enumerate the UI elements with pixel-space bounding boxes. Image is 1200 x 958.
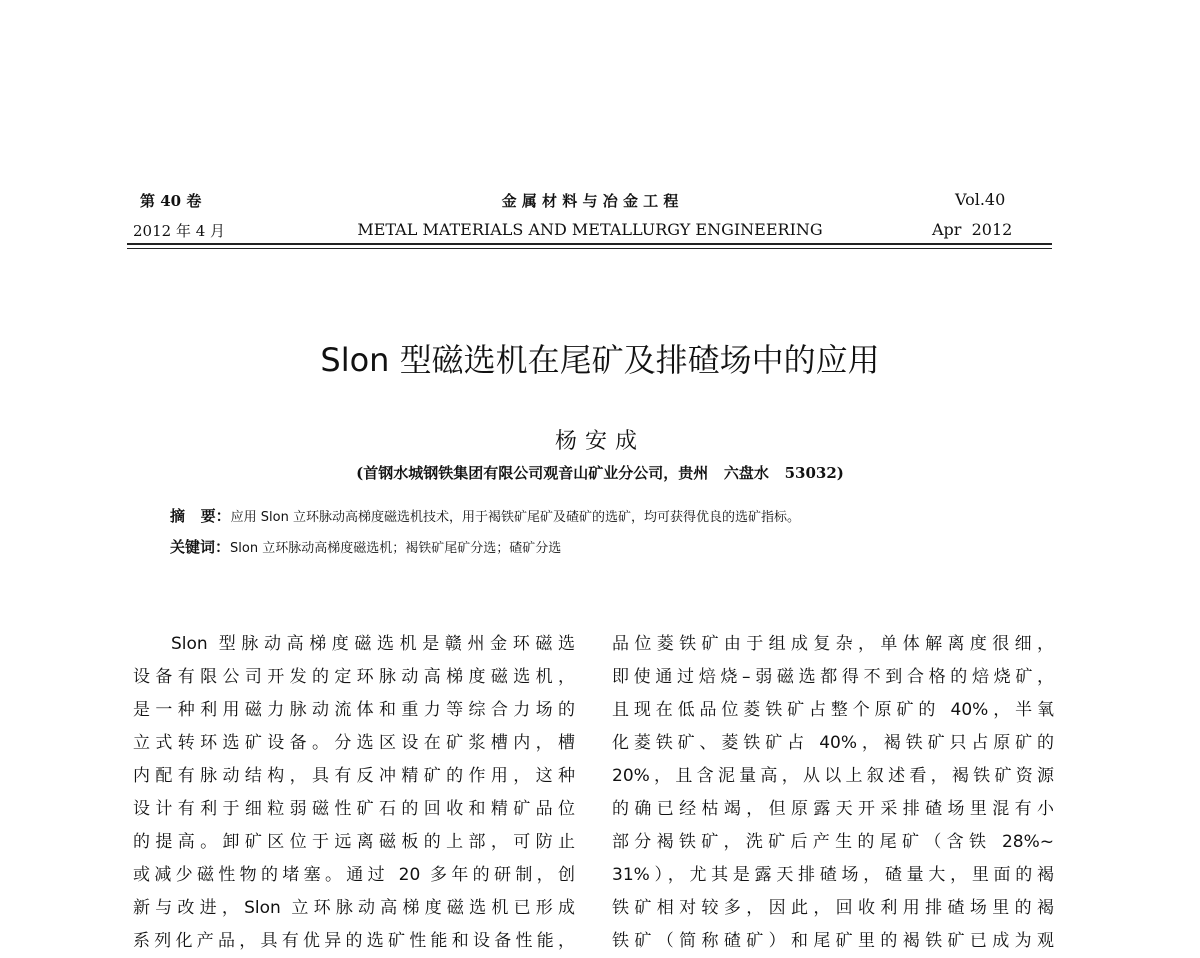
body-line: 的确已经枯竭，但原露天开采排碴场里混有小	[612, 799, 1054, 819]
body-line: 设备有限公司开发的定环脉动高梯度磁选机，	[133, 667, 575, 687]
body-line: 内配有脉动结构，具有反冲精矿的作用，这种	[133, 766, 575, 786]
date-en: Apr 2012	[932, 220, 1013, 239]
volume-cn: 第 40 卷	[140, 192, 202, 210]
journal-title-en: METAL MATERIALS AND METALLURGY ENGINEERING	[357, 220, 823, 239]
abstract-label: 摘 要：	[170, 507, 231, 525]
volume-en: Vol.40	[955, 190, 1006, 209]
keywords	[170, 536, 561, 557]
body-line: 铁矿相对较多，因此，回收利用排碴场里的褐	[612, 898, 1054, 918]
abstract	[170, 505, 800, 526]
body-right-column	[612, 628, 1054, 958]
body-line: 部分褐铁矿，洗矿后产生的尾矿（含铁 28%~	[612, 832, 1054, 852]
body-line: 或减少磁性物的堵塞。通过 20 多年的研制，创	[133, 865, 575, 885]
keywords-text: Slon 立环脉动高梯度磁选机；褐铁矿尾矿分选；碴矿分选	[230, 541, 562, 556]
body-left-column	[133, 628, 575, 958]
abstract-text: 应用 Slon 立环脉动高梯度磁选机技术，用于褐铁矿尾矿及碴矿的选矿，均可获得优良的选矿指标。	[230, 510, 800, 525]
body-line: 且现在低品位菱铁矿占整个原矿的 40%，半氧	[612, 700, 1054, 720]
body-line: 系列化产品，具有优异的选矿性能和设备性能，	[133, 931, 575, 951]
body-line: 31%），尤其是露天排碴场，碴量大，里面的褐	[612, 865, 1054, 885]
article-title: Slon 型磁选机在尾矿及排碴场中的应用	[320, 341, 880, 379]
body-line: Slon 型脉动高梯度磁选机是赣州金环磁选	[171, 634, 575, 654]
body-line: 立式转环选矿设备。分选区设在矿浆槽内，槽	[133, 733, 575, 753]
keywords-label: 关键词：	[170, 538, 231, 556]
header-rule-top	[127, 243, 1052, 245]
body-line: 设计有利于细粒弱磁性矿石的回收和精矿品位	[133, 799, 575, 819]
article-affiliation: (首钢水城钢铁集团有限公司观音山矿业分公司，贵州 六盘水 53032)	[356, 464, 844, 482]
body-line: 铁矿（简称碴矿）和尾矿里的褐铁矿已成为观	[612, 931, 1054, 951]
body-line: 20%，且含泥量高，从以上叙述看，褐铁矿资源	[612, 766, 1054, 786]
body-line: 化菱铁矿、菱铁矿占 40%，褐铁矿只占原矿的	[612, 733, 1054, 753]
header-rule-bottom	[127, 248, 1052, 249]
journal-title-cn: 金 属 材 料 与 冶 金 工 程	[501, 192, 679, 210]
body-line: 是一种利用磁力脉动流体和重力等综合力场的	[133, 700, 575, 720]
body-line: 品位菱铁矿由于组成复杂，单体解离度很细，	[612, 634, 1054, 654]
body-line: 新与改进，Slon 立环脉动高梯度磁选机已形成	[133, 898, 575, 918]
body-line: 即使通过焙烧–弱磁选都得不到合格的焙烧矿，	[612, 667, 1054, 687]
body-line: 的提高。卸矿区位于远离磁板的上部，可防止	[133, 832, 575, 852]
article-author: 杨安成	[554, 429, 645, 454]
date-cn: 2012 年 4 月	[133, 222, 226, 240]
